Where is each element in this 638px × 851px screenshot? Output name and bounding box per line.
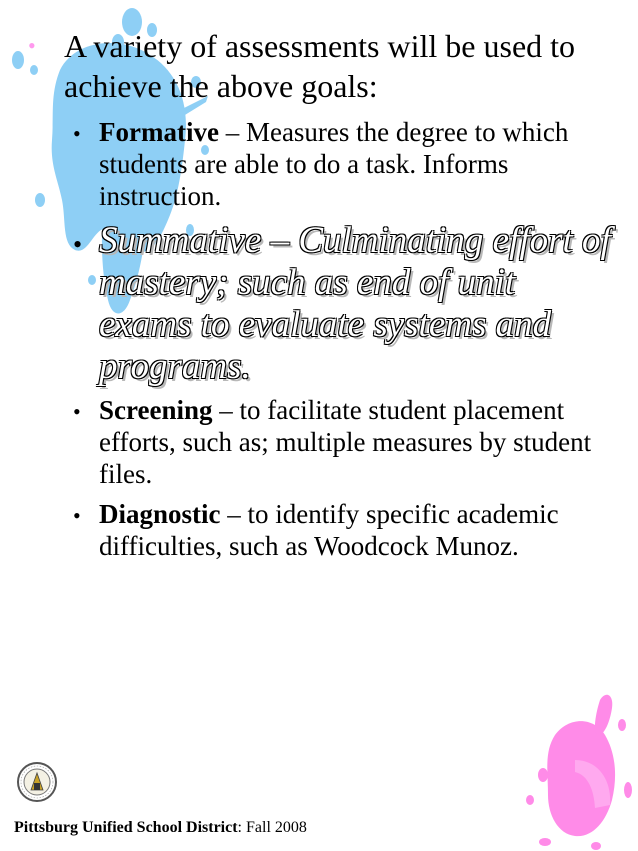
list-item-summative xyxy=(73,220,613,388)
item-text: – Measures the degree to which students are able to do a task. Informs instruction. xyxy=(99,117,569,211)
footer xyxy=(14,818,307,838)
district-seal-icon xyxy=(16,761,58,803)
item-term: Diagnostic xyxy=(99,499,221,529)
list-item-formative xyxy=(73,116,613,212)
bullet-dot-icon: • xyxy=(73,503,81,528)
item-term: Screening xyxy=(99,395,213,425)
bullet-dot-icon: • xyxy=(73,230,83,259)
assessment-list xyxy=(73,116,613,570)
bullet-dot-icon: • xyxy=(28,33,36,58)
list-item-diagnostic xyxy=(73,498,613,562)
item-text: Summative – Culminating effort of mastery; such as end of unit exams to evaluate systems and programs. xyxy=(99,220,611,387)
main-bullet-text: A variety of assessments will be used to achieve the above goals: xyxy=(64,28,576,104)
list-item-screening xyxy=(73,394,613,490)
item-text: – to facilitate student placement efforts, such as; multiple measures by student files. xyxy=(99,395,592,489)
item-term: Formative xyxy=(99,117,219,147)
bullet-dot-icon: • xyxy=(73,399,81,424)
footer-org: Pittsburg Unified School District xyxy=(14,819,238,836)
footer-date: : Fall 2008 xyxy=(237,819,307,836)
main-bullet xyxy=(28,26,618,106)
item-text: – to identify specific academic difficulties, such as Woodcock Munoz. xyxy=(99,499,559,561)
bullet-dot-icon: • xyxy=(73,121,81,146)
